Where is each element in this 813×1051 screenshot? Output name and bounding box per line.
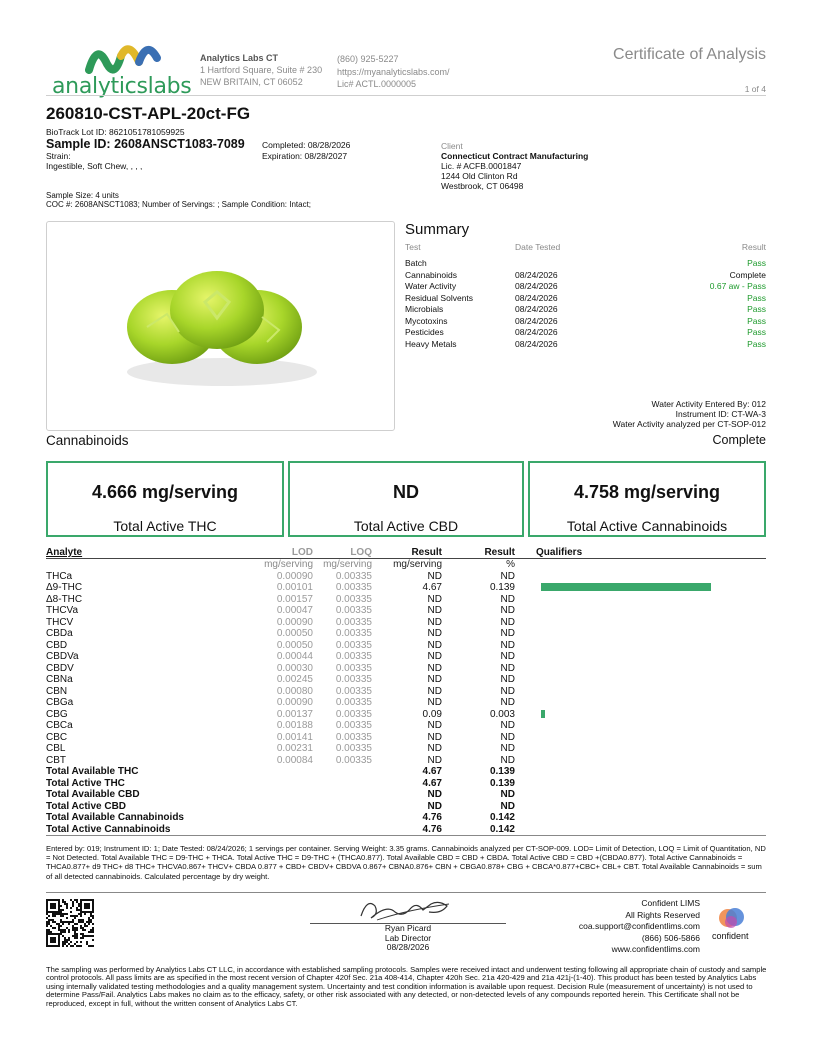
disclaimer: The sampling was performed by Analytics Labs CT LLC, in accordance with established sampling protocols. Samples were received intact and underwent testing following all appropriate chain of custody and sample control protocols. All pass limits are as specified in the most recent version of Chapter 420f Sec. 21a 408-414, Chapter 420h Sec. 21a 420-429 and 21a 421j-(1-40). This product has been tested by Analytics Labs using internally validated testing methodologies and a quality management system. Uncertainty and test condition information is available upon request. Decision Rule (measurement of uncertainty) is not used to determine Pass/Fail. Analytics Labs makes no claim as to the efficacy, safety, or other risk associated with any detected, or non-detected levels of any compounds reported herein. This Certificate shall not be reproduced, except in full, without the written consent of Analytics Labs CT. (46, 965, 767, 1008)
analyte-analyte: CBDV (46, 662, 74, 674)
analyte-row (46, 582, 766, 594)
empty-cell (241, 801, 313, 813)
analyte-analyte: CBN (46, 685, 68, 697)
qualifier-cell (515, 651, 766, 663)
analyte-row (46, 755, 766, 767)
empty-cell (515, 789, 766, 801)
analyte-lod: 0.00090 (276, 697, 313, 708)
total-result: ND (427, 789, 442, 800)
unit-cell: mg/serving (264, 559, 313, 570)
analyte-lod: 0.00141 (276, 731, 313, 743)
analyte-pct: ND (500, 674, 515, 685)
sample-size-info (46, 191, 311, 209)
analyte-result: ND (427, 720, 442, 731)
empty-cell (313, 824, 372, 836)
total-row (46, 812, 766, 824)
total-analyte: Total Available Cannabinoids (46, 812, 184, 823)
analyte-result: ND (427, 697, 442, 708)
analyte-row (46, 674, 766, 686)
client-address-1: 1244 Old Clinton Rd (441, 171, 518, 181)
cannabinoid-notes: Entered by: 019; Instrument ID: 1; Date Tested: 08/24/2026; 1 servings per container. Serving Weight: 3.35 grams. Cannabinoids analyzed per CT-SOP-009. LOD= Limit of Detection, LOQ = Limit of Quantitation, ND = Not Detected. Total Available THC = D9-THC + THCA. Total Active THC = D9-THC + (THCA0.877). Total Available CBD = CBD + CBDA. Total Active CBD = CBD +(CBDA0.877). Total Active Cannabinoids = THCA0.877+ d9 THC+ d8 THC+ THCVA0.867+ THCV+ CBDA 0.877 + CBD+ CBDV+ CBDVA 0.867+ CBNA0.876+ CBN + CBGA0.878+ CBG + CBCA*0.877+CBC+ CBL+ CBT. Total Available Cannabinoids = sum of all detected cannabinoids. Calculated percentage by dry weight. (46, 844, 766, 881)
summary-test: Water Activity (405, 281, 457, 291)
client-license: Lic. # ACFB.0001847 (441, 161, 522, 171)
confident-website[interactable]: www.confidentlims.com (611, 944, 700, 954)
analyte-row (46, 617, 766, 629)
analyte-lod: 0.00080 (276, 685, 313, 697)
analyte-result: ND (427, 570, 442, 582)
analyte-row (46, 663, 766, 675)
analyte-result: ND (427, 685, 442, 697)
total-active-thc-box (46, 461, 284, 537)
empty-cell (241, 789, 313, 801)
analyte-lod: 0.00047 (276, 605, 313, 616)
product-photo (46, 221, 395, 431)
confident-email[interactable]: coa.support@confidentlims.com (578, 921, 700, 931)
summary-test: Mycotoxins (405, 315, 448, 326)
water-activity-note (613, 399, 766, 429)
summary-row (405, 327, 766, 339)
client-address-2: Westbrook, CT 06498 (441, 181, 524, 191)
summary-row (405, 270, 766, 282)
analyte-pct: ND (500, 697, 515, 708)
lab-info (200, 52, 322, 88)
analyte-pct: ND (500, 685, 515, 697)
analyte-lod: 0.00188 (276, 720, 313, 731)
qualifier-cell (515, 674, 766, 686)
summary-row (405, 281, 766, 293)
analyte-row (46, 628, 766, 640)
summary-test: Cannabinoids (405, 269, 457, 280)
summary-date: 08/24/2026 (515, 338, 558, 349)
sample-dates (262, 140, 350, 161)
lab-phone: (860) 925-5227 (337, 54, 399, 64)
analyte-analyte: THCV (46, 616, 74, 628)
analyte-lod: 0.00245 (276, 674, 313, 685)
analyte-analyte: THCa (46, 570, 73, 582)
analyte-result: ND (427, 616, 442, 628)
qualifier-cell (515, 755, 766, 767)
total-result: 4.67 (422, 766, 442, 777)
coc-info: COC #: 2608ANSCT1083; Number of Servings: ; Sample Condition: Intact; (46, 200, 312, 209)
summary-result: Pass (747, 315, 766, 326)
summary-header-test: Test (405, 242, 421, 252)
units-row (46, 559, 766, 571)
total-pct: ND (500, 800, 515, 812)
summary-header-date: Date Tested (515, 242, 561, 252)
summary-row (405, 304, 766, 316)
strain-info (46, 151, 142, 171)
sample-size: Sample Size: 4 units (46, 191, 119, 200)
qualifier-cell (515, 732, 766, 744)
qualifier-cell (515, 697, 766, 709)
sample-id: Sample ID: 2608ANSCT1083-7089 (46, 137, 245, 151)
summary-section (405, 221, 766, 350)
signer-info (310, 924, 506, 953)
document-title: Certificate of Analysis (613, 46, 766, 63)
summary-date: 08/24/2026 (515, 269, 558, 280)
analyte-pct: 0.003 (489, 708, 515, 720)
cannabinoids-status: Complete (712, 433, 766, 447)
analyte-analyte: CBG (46, 708, 68, 720)
empty-cell (241, 824, 313, 836)
qualifier-cell (515, 743, 766, 755)
analyte-analyte: CBL (46, 743, 66, 754)
analyte-analyte: Δ8-THC (46, 593, 83, 605)
strain-label: Strain: (46, 151, 71, 161)
analyte-lod: 0.00044 (276, 651, 313, 662)
analyte-lod: 0.00050 (276, 639, 313, 651)
analyte-analyte: CBDa (46, 628, 73, 639)
analyte-pct: ND (500, 628, 515, 639)
qualifier-cell (515, 720, 766, 732)
analyte-pct: ND (500, 605, 515, 616)
summary-result: 0.67 aw - Pass (709, 281, 766, 291)
analyte-pct: ND (500, 754, 515, 766)
summary-test: Batch (405, 258, 427, 268)
summary-date: 08/24/2026 (515, 315, 558, 326)
analyte-pct: ND (500, 743, 515, 754)
qualifier-cell (515, 582, 766, 594)
analyte-analyte: CBGa (46, 697, 74, 708)
analyte-pct: ND (500, 662, 515, 674)
confident-wordmark: confident (712, 931, 749, 941)
analyte-loq: 0.00335 (335, 639, 372, 651)
analyte-result: 0.09 (422, 708, 442, 720)
lab-address-2: NEW BRITAIN, CT 06052 (200, 77, 303, 87)
summary-row (405, 339, 766, 351)
analyte-loq: 0.00335 (335, 593, 372, 605)
total-result: 4.76 (372, 824, 442, 836)
lab-address-1: 1 Hartford Square, Suite # 230 (200, 65, 323, 75)
unit-cell: % (506, 559, 515, 570)
qr-code-icon[interactable] (46, 899, 94, 947)
summary-date: 08/24/2026 (515, 327, 558, 337)
summary-row (405, 316, 766, 328)
total-result: 4.76 (422, 812, 442, 823)
summary-result: Pass (747, 338, 766, 349)
analyte-loq: 0.00335 (335, 662, 372, 674)
analyte-pct: ND (500, 731, 515, 743)
analyte-lod: 0.00157 (276, 593, 313, 605)
summary-test: Microbials (405, 304, 444, 314)
summary-result: Complete (729, 269, 766, 280)
product-name: 260810-CST-APL-20ct-FG (46, 104, 251, 123)
unit-cell-empty (515, 559, 766, 571)
total-label: Total Active Cannabinoids (566, 518, 728, 534)
wa-entered-by: Water Activity Entered By: 012 (651, 399, 766, 409)
analyte-analyte: CBNa (46, 674, 73, 685)
empty-cell (313, 766, 372, 778)
analyte-analyte: CBD (46, 639, 68, 651)
total-analyte: Total Active THC (46, 777, 125, 789)
analyte-result: ND (427, 662, 442, 674)
empty-cell (313, 778, 372, 790)
analyte-loq: 0.00335 (335, 628, 372, 639)
summary-date (515, 258, 675, 270)
qualifier-cell (515, 686, 766, 698)
empty-cell (241, 812, 313, 824)
analyte-analyte: CBC (46, 731, 68, 743)
total-row (46, 778, 766, 790)
empty-cell (515, 801, 766, 813)
total-active-cannabinoids-box (528, 461, 766, 537)
lab-license: Lic# ACTL.0000005 (337, 79, 417, 89)
empty-cell (515, 778, 766, 790)
empty-cell (241, 778, 313, 790)
col-result-pct: Result (442, 547, 515, 559)
summary-test: Residual Solvents (405, 292, 474, 303)
expiration-date: Expiration: 08/28/2027 (262, 150, 348, 161)
analyte-row (46, 640, 766, 652)
signer-name: Ryan Picard (384, 923, 432, 933)
analyte-result: ND (427, 628, 442, 639)
summary-date: 08/24/2026 (515, 304, 558, 314)
analytics-labs-logo (52, 44, 197, 99)
summary-result: Pass (747, 327, 766, 337)
analyte-pct: ND (500, 570, 515, 582)
analyte-loq: 0.00335 (335, 674, 372, 685)
total-analyte: Total Active Cannabinoids (46, 824, 241, 836)
analyte-loq: 0.00335 (335, 720, 372, 731)
col-result-mg: Result (372, 547, 442, 559)
empty-cell (313, 789, 372, 801)
analyte-row (46, 686, 766, 698)
total-row (46, 824, 766, 836)
empty-cell (241, 766, 313, 778)
summary-result: Pass (747, 258, 766, 268)
total-pct: ND (500, 789, 515, 800)
total-label: Total Active CBD (353, 518, 459, 534)
col-loq: LOQ (313, 547, 372, 559)
wa-instrument: Instrument ID: CT-WA-3 (675, 409, 766, 419)
confident-name: Confident LIMS (641, 898, 700, 908)
qualifier-cell (515, 628, 766, 640)
summary-result: Pass (747, 304, 766, 314)
qualifier-cell (515, 663, 766, 675)
total-result: 4.67 (422, 777, 442, 789)
analyte-pct: ND (500, 616, 515, 628)
col-analyte: Analyte (46, 547, 241, 559)
soft-chew-image (47, 222, 395, 431)
analyte-loq: 0.00335 (335, 616, 372, 628)
logo-mark-icon (85, 44, 185, 74)
qualifier-cell (515, 594, 766, 606)
analyte-lod: 0.00090 (276, 616, 313, 628)
total-pct: 0.139 (489, 766, 515, 777)
unit-cell: mg/serving (393, 559, 442, 570)
analyte-lod: 0.00030 (276, 662, 313, 674)
total-label: Total Active THC (113, 518, 217, 534)
analyte-loq: 0.00335 (335, 743, 372, 754)
summary-row (405, 258, 766, 270)
summary-title: Summary (405, 221, 470, 238)
completed-date: Completed: 08/28/2026 (262, 140, 351, 150)
analyte-lod: 0.00084 (276, 754, 313, 766)
analyte-loq: 0.00335 (335, 708, 372, 720)
total-row (46, 789, 766, 801)
total-active-cbd-box (288, 461, 524, 537)
logo-wordmark: analyticslabs (52, 74, 192, 99)
lab-name: Analytics Labs CT (200, 53, 279, 63)
analyte-loq: 0.00335 (335, 754, 372, 766)
col-lod: LOD (241, 547, 313, 559)
confident-lims-info (579, 898, 700, 956)
empty-cell (515, 812, 766, 824)
analyte-row (46, 605, 766, 617)
total-value: 4.666 mg/serving (91, 482, 239, 502)
total-row (46, 801, 766, 813)
analyte-result: ND (427, 743, 442, 754)
total-analyte: Total Available THC (46, 766, 139, 777)
analyte-lod: 0.00101 (276, 582, 313, 593)
total-analyte: Total Active CBD (46, 800, 127, 812)
analyte-analyte: CBDVa (46, 651, 79, 662)
summary-date: 08/24/2026 (515, 281, 558, 291)
empty-cell (515, 766, 766, 778)
analyte-lod: 0.00050 (276, 628, 313, 639)
confident-phone: (866) 506-5866 (641, 932, 700, 943)
total-pct: 0.142 (489, 812, 515, 823)
analyte-result: ND (427, 731, 442, 743)
analyte-loq: 0.00335 (335, 570, 372, 582)
analyte-row (46, 697, 766, 709)
analyte-row (46, 594, 766, 606)
summary-row (405, 293, 766, 305)
signer-title: Lab Director (384, 932, 432, 943)
confident-rights: All Rights Reserved (625, 909, 700, 920)
analyte-row (46, 720, 766, 732)
analyte-loq: 0.00335 (335, 605, 372, 616)
page-number: 1 of 4 (744, 84, 766, 94)
analyte-pct: ND (500, 593, 515, 605)
empty-cell (313, 801, 372, 813)
unit-cell: mg/serving (323, 559, 372, 570)
cannabinoids-title: Cannabinoids (46, 433, 129, 448)
analyte-table-container (46, 547, 766, 836)
summary-table (405, 242, 766, 350)
empty-cell (515, 824, 766, 836)
lab-website[interactable]: https://myanalyticslabs.com/ (337, 66, 450, 77)
analyte-analyte: THCVa (46, 605, 79, 616)
total-result: ND (427, 800, 442, 812)
lab-contact (337, 53, 450, 91)
summary-test: Heavy Metals (405, 338, 457, 349)
analyte-lod: 0.00137 (276, 708, 313, 720)
header-divider (46, 95, 766, 96)
analyte-result: ND (427, 605, 442, 616)
notes-divider (46, 892, 766, 893)
sample-category: Ingestible, Soft Chew, , , , (46, 161, 143, 171)
result-bar (541, 710, 545, 718)
analyte-result: 4.67 (422, 582, 442, 593)
analyte-analyte: Δ9-THC (46, 582, 83, 593)
total-pct: 0.142 (442, 824, 515, 836)
total-value: 4.758 mg/serving (573, 482, 721, 502)
analyte-loq: 0.00335 (335, 685, 372, 697)
signer-date: 08/28/2026 (386, 942, 430, 952)
total-row (46, 766, 766, 778)
analyte-pct: ND (500, 720, 515, 731)
summary-result: Pass (747, 292, 766, 303)
analyte-row (46, 571, 766, 583)
qualifier-cell (515, 571, 766, 583)
summary-header-result: Result (741, 242, 766, 252)
qualifier-cell (515, 617, 766, 629)
analyte-row (46, 651, 766, 663)
analyte-lod: 0.00090 (276, 570, 313, 582)
analyte-loq: 0.00335 (335, 582, 372, 593)
col-qualifiers: Qualifiers (515, 547, 766, 559)
analyte-result: ND (427, 674, 442, 685)
qualifier-cell (515, 709, 766, 721)
client-label: Client (441, 141, 463, 151)
result-bar (541, 583, 711, 591)
analyte-loq: 0.00335 (335, 731, 372, 743)
analyte-lod: 0.00231 (276, 743, 313, 754)
qualifier-cell (515, 605, 766, 617)
qualifier-cell (515, 640, 766, 652)
analyte-result: ND (427, 639, 442, 651)
analyte-row (46, 709, 766, 721)
analyte-result: ND (427, 651, 442, 662)
total-pct: 0.139 (489, 777, 515, 789)
analyte-pct: ND (500, 651, 515, 662)
analyte-analyte: CBT (46, 754, 66, 766)
analyte-analyte: CBCa (46, 720, 73, 731)
analyte-loq: 0.00335 (335, 697, 372, 708)
client-name: Connecticut Contract Manufacturing (441, 151, 589, 161)
unit-cell (46, 559, 241, 571)
analyte-loq: 0.00335 (335, 651, 372, 662)
analyte-pct: ND (500, 639, 515, 651)
analyte-result: ND (427, 593, 442, 605)
client-info (441, 141, 588, 191)
signature-icon (357, 896, 457, 924)
analyte-pct: 0.139 (489, 582, 515, 593)
summary-test: Pesticides (405, 327, 444, 337)
summary-date: 08/24/2026 (515, 292, 558, 303)
total-analyte: Total Available CBD (46, 789, 140, 800)
analyte-row (46, 732, 766, 744)
wa-method: Water Activity analyzed per CT-SOP-012 (612, 419, 766, 429)
analyte-table (46, 547, 766, 836)
total-value: ND (393, 482, 419, 502)
analyte-result: ND (427, 754, 442, 766)
empty-cell (313, 812, 372, 824)
biotrack-lot-id: BioTrack Lot ID: 8621051781059925 (46, 127, 185, 137)
analyte-row (46, 743, 766, 755)
